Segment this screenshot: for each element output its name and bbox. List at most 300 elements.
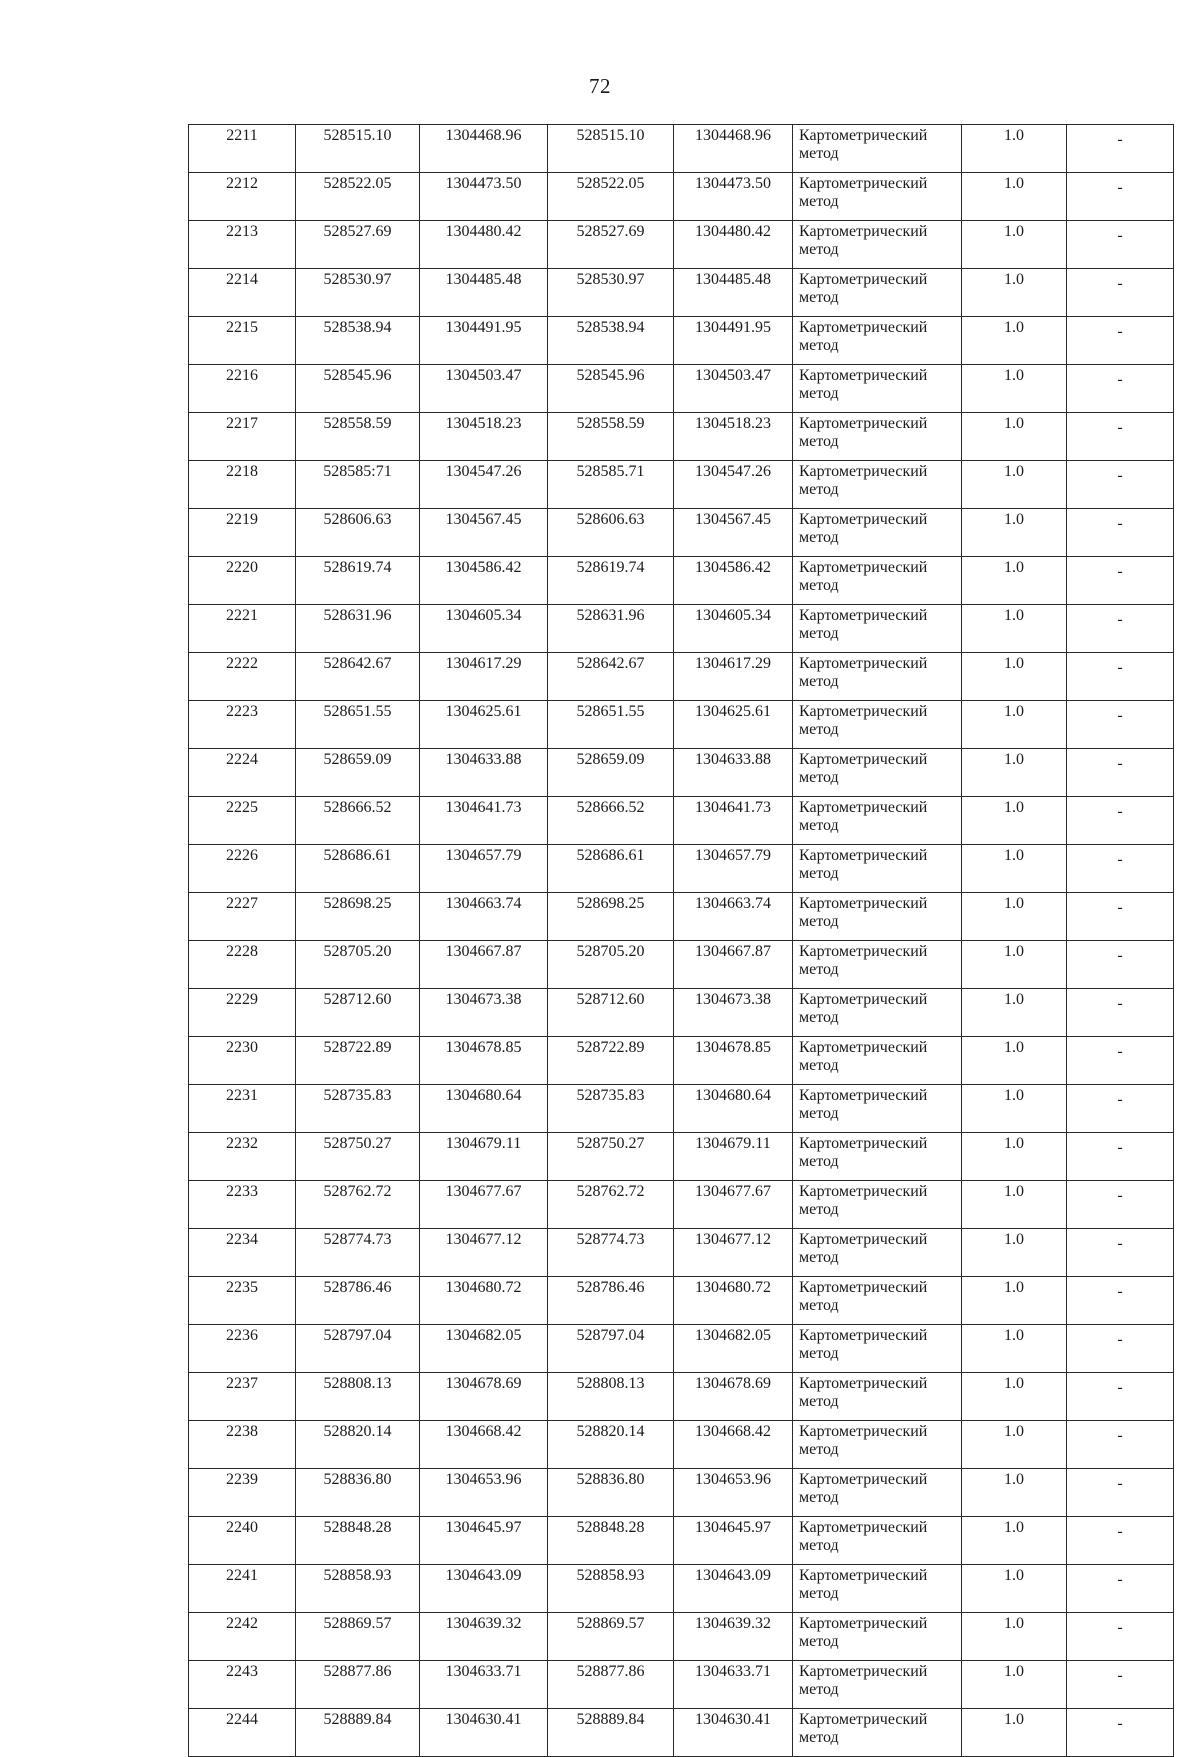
x-specified-cell: 528869.57 — [548, 1613, 674, 1661]
note-cell: - — [1067, 989, 1174, 1037]
x-coordinate-cell: 528848.28 — [296, 1517, 420, 1565]
point-number-cell: 2244 — [189, 1709, 296, 1757]
note-cell: - — [1067, 413, 1174, 461]
accuracy-cell: 1.0 — [962, 413, 1067, 461]
method-text-continued: метод — [799, 1057, 839, 1074]
accuracy-cell: 1.0 — [962, 605, 1067, 653]
note-cell: - — [1067, 1229, 1174, 1277]
y-coordinate-cell: 1304480.42 — [420, 221, 548, 269]
point-number-cell: 2232 — [189, 1133, 296, 1181]
method-text: Картометрический — [799, 415, 928, 432]
x-coordinate-cell: 528705.20 — [296, 941, 420, 989]
y-coordinate-cell: 1304653.96 — [420, 1469, 548, 1517]
method-cell — [793, 1229, 962, 1277]
method-text-continued: метод — [799, 1681, 839, 1698]
method-text-continued: метод — [799, 1585, 839, 1602]
x-coordinate-cell: 528522.05 — [296, 173, 420, 221]
point-number-cell: 2211 — [189, 125, 296, 173]
point-number-cell: 2233 — [189, 1181, 296, 1229]
note-cell: - — [1067, 269, 1174, 317]
y-specified-cell: 1304682.05 — [674, 1325, 793, 1373]
x-specified-cell: 528666.52 — [548, 797, 674, 845]
point-number-cell: 2230 — [189, 1037, 296, 1085]
x-specified-cell: 528698.25 — [548, 893, 674, 941]
method-text: Картометрический — [799, 1087, 928, 1104]
x-specified-cell: 528642.67 — [548, 653, 674, 701]
y-coordinate-cell: 1304667.87 — [420, 941, 548, 989]
accuracy-cell: 1.0 — [962, 989, 1067, 1037]
note-cell: - — [1067, 173, 1174, 221]
method-text: Картометрический — [799, 751, 928, 768]
method-text: Картометрический — [799, 1423, 928, 1440]
method-text-continued: метод — [799, 913, 839, 930]
x-coordinate-cell: 528762.72 — [296, 1181, 420, 1229]
method-cell — [793, 365, 962, 413]
x-coordinate-cell: 528666.52 — [296, 797, 420, 845]
x-coordinate-cell: 528808.13 — [296, 1373, 420, 1421]
note-cell: - — [1067, 221, 1174, 269]
x-coordinate-cell: 528820.14 — [296, 1421, 420, 1469]
y-coordinate-cell: 1304633.88 — [420, 749, 548, 797]
y-specified-cell: 1304605.34 — [674, 605, 793, 653]
y-specified-cell: 1304625.61 — [674, 701, 793, 749]
table-row — [189, 797, 1174, 845]
accuracy-cell: 1.0 — [962, 749, 1067, 797]
table-row — [189, 653, 1174, 701]
table-row — [189, 269, 1174, 317]
accuracy-cell: 1.0 — [962, 125, 1067, 173]
table-row — [189, 845, 1174, 893]
table-row — [189, 1325, 1174, 1373]
x-coordinate-cell: 528750.27 — [296, 1133, 420, 1181]
note-cell: - — [1067, 1277, 1174, 1325]
method-cell — [793, 461, 962, 509]
y-coordinate-cell: 1304673.38 — [420, 989, 548, 1037]
table-row — [189, 317, 1174, 365]
accuracy-cell: 1.0 — [962, 797, 1067, 845]
accuracy-cell: 1.0 — [962, 1517, 1067, 1565]
table-row — [189, 413, 1174, 461]
table-row — [189, 1133, 1174, 1181]
y-specified-cell: 1304677.67 — [674, 1181, 793, 1229]
x-specified-cell: 528858.93 — [548, 1565, 674, 1613]
method-text-continued: метод — [799, 193, 839, 210]
method-text-continued: метод — [799, 1537, 839, 1554]
point-number-cell: 2221 — [189, 605, 296, 653]
method-text: Картометрический — [799, 175, 928, 192]
table-row — [189, 941, 1174, 989]
accuracy-cell: 1.0 — [962, 1181, 1067, 1229]
x-specified-cell: 528786.46 — [548, 1277, 674, 1325]
x-coordinate-cell: 528558.59 — [296, 413, 420, 461]
x-coordinate-cell: 528712.60 — [296, 989, 420, 1037]
point-number-cell: 2223 — [189, 701, 296, 749]
y-specified-cell: 1304633.88 — [674, 749, 793, 797]
method-text-continued: метод — [799, 1249, 839, 1266]
note-cell: - — [1067, 1133, 1174, 1181]
method-cell — [793, 1277, 962, 1325]
accuracy-cell: 1.0 — [962, 221, 1067, 269]
point-number-cell: 2229 — [189, 989, 296, 1037]
y-coordinate-cell: 1304503.47 — [420, 365, 548, 413]
x-coordinate-cell: 528698.25 — [296, 893, 420, 941]
x-coordinate-cell: 528858.93 — [296, 1565, 420, 1613]
y-specified-cell: 1304617.29 — [674, 653, 793, 701]
accuracy-cell: 1.0 — [962, 1037, 1067, 1085]
y-coordinate-cell: 1304617.29 — [420, 653, 548, 701]
point-number-cell: 2214 — [189, 269, 296, 317]
accuracy-cell: 1.0 — [962, 317, 1067, 365]
note-cell: - — [1067, 1085, 1174, 1133]
point-number-cell: 2234 — [189, 1229, 296, 1277]
page-number: 72 — [589, 74, 611, 98]
method-cell — [793, 653, 962, 701]
method-text-continued: метод — [799, 385, 839, 402]
y-specified-cell: 1304473.50 — [674, 173, 793, 221]
method-cell — [793, 749, 962, 797]
x-specified-cell: 528705.20 — [548, 941, 674, 989]
x-coordinate-cell: 528836.80 — [296, 1469, 420, 1517]
y-specified-cell: 1304678.85 — [674, 1037, 793, 1085]
y-coordinate-cell: 1304625.61 — [420, 701, 548, 749]
x-specified-cell: 528797.04 — [548, 1325, 674, 1373]
x-coordinate-cell: 528606.63 — [296, 509, 420, 557]
y-specified-cell: 1304678.69 — [674, 1373, 793, 1421]
method-cell — [793, 1373, 962, 1421]
method-text: Картометрический — [799, 847, 928, 864]
note-cell: - — [1067, 1661, 1174, 1709]
y-coordinate-cell: 1304473.50 — [420, 173, 548, 221]
y-specified-cell: 1304667.87 — [674, 941, 793, 989]
y-specified-cell: 1304468.96 — [674, 125, 793, 173]
method-cell — [793, 509, 962, 557]
point-number-cell: 2235 — [189, 1277, 296, 1325]
y-coordinate-cell: 1304645.97 — [420, 1517, 548, 1565]
method-cell — [793, 173, 962, 221]
y-specified-cell: 1304663.74 — [674, 893, 793, 941]
y-specified-cell: 1304518.23 — [674, 413, 793, 461]
method-text-continued: метод — [799, 1153, 839, 1170]
method-text: Картометрический — [799, 607, 928, 624]
x-coordinate-cell: 528619.74 — [296, 557, 420, 605]
y-specified-cell: 1304567.45 — [674, 509, 793, 557]
y-specified-cell: 1304547.26 — [674, 461, 793, 509]
y-coordinate-cell: 1304680.72 — [420, 1277, 548, 1325]
method-cell — [793, 1181, 962, 1229]
table-row — [189, 605, 1174, 653]
x-specified-cell: 528558.59 — [548, 413, 674, 461]
method-text: Картометрический — [799, 1711, 928, 1728]
x-specified-cell: 528651.55 — [548, 701, 674, 749]
point-number-cell: 2236 — [189, 1325, 296, 1373]
table-row — [189, 1085, 1174, 1133]
note-cell: - — [1067, 461, 1174, 509]
y-specified-cell: 1304680.64 — [674, 1085, 793, 1133]
method-text-continued: метод — [799, 481, 839, 498]
x-specified-cell: 528762.72 — [548, 1181, 674, 1229]
note-cell: - — [1067, 557, 1174, 605]
method-text: Картометрический — [799, 1279, 928, 1296]
point-number-cell: 2241 — [189, 1565, 296, 1613]
accuracy-cell: 1.0 — [962, 701, 1067, 749]
y-coordinate-cell: 1304680.64 — [420, 1085, 548, 1133]
x-specified-cell: 528538.94 — [548, 317, 674, 365]
x-specified-cell: 528774.73 — [548, 1229, 674, 1277]
method-text: Картометрический — [799, 991, 928, 1008]
table-row — [189, 989, 1174, 1037]
note-cell: - — [1067, 1421, 1174, 1469]
accuracy-cell: 1.0 — [962, 1469, 1067, 1517]
point-number-cell: 2217 — [189, 413, 296, 461]
note-cell: - — [1067, 1709, 1174, 1757]
method-text-continued: метод — [799, 1201, 839, 1218]
method-cell — [793, 1709, 962, 1757]
method-text: Картометрический — [799, 799, 928, 816]
method-text-continued: метод — [799, 673, 839, 690]
point-number-cell: 2242 — [189, 1613, 296, 1661]
accuracy-cell: 1.0 — [962, 1565, 1067, 1613]
method-text: Картометрический — [799, 1567, 928, 1584]
x-specified-cell: 528527.69 — [548, 221, 674, 269]
accuracy-cell: 1.0 — [962, 1325, 1067, 1373]
method-text: Картометрический — [799, 655, 928, 672]
x-coordinate-cell: 528722.89 — [296, 1037, 420, 1085]
note-cell: - — [1067, 701, 1174, 749]
accuracy-cell: 1.0 — [962, 461, 1067, 509]
x-specified-cell: 528735.83 — [548, 1085, 674, 1133]
method-text: Картометрический — [799, 1039, 928, 1056]
x-specified-cell: 528515.10 — [548, 125, 674, 173]
accuracy-cell: 1.0 — [962, 1229, 1067, 1277]
y-specified-cell: 1304657.79 — [674, 845, 793, 893]
method-text-continued: метод — [799, 817, 839, 834]
method-cell — [793, 269, 962, 317]
x-coordinate-cell: 528651.55 — [296, 701, 420, 749]
x-coordinate-cell: 528642.67 — [296, 653, 420, 701]
method-text: Картометрический — [799, 1471, 928, 1488]
y-coordinate-cell: 1304668.42 — [420, 1421, 548, 1469]
method-cell — [793, 893, 962, 941]
method-cell — [793, 1133, 962, 1181]
method-cell — [793, 221, 962, 269]
point-number-cell: 2222 — [189, 653, 296, 701]
table-row — [189, 1517, 1174, 1565]
table-row — [189, 1229, 1174, 1277]
method-text-continued: метод — [799, 241, 839, 258]
point-number-cell: 2212 — [189, 173, 296, 221]
x-specified-cell: 528848.28 — [548, 1517, 674, 1565]
x-coordinate-cell: 528538.94 — [296, 317, 420, 365]
y-specified-cell: 1304641.73 — [674, 797, 793, 845]
table-row — [189, 221, 1174, 269]
method-text: Картометрический — [799, 943, 928, 960]
method-text: Картометрический — [799, 895, 928, 912]
method-cell — [793, 1325, 962, 1373]
method-text: Картометрический — [799, 511, 928, 528]
accuracy-cell: 1.0 — [962, 557, 1067, 605]
table-row — [189, 1277, 1174, 1325]
y-coordinate-cell: 1304630.41 — [420, 1709, 548, 1757]
note-cell: - — [1067, 1469, 1174, 1517]
method-text-continued: метод — [799, 1393, 839, 1410]
note-cell: - — [1067, 317, 1174, 365]
method-text: Картометрический — [799, 1375, 928, 1392]
method-text-continued: метод — [799, 1105, 839, 1122]
method-cell — [793, 605, 962, 653]
x-coordinate-cell: 528585:71 — [296, 461, 420, 509]
y-specified-cell: 1304643.09 — [674, 1565, 793, 1613]
point-number-cell: 2231 — [189, 1085, 296, 1133]
x-specified-cell: 528836.80 — [548, 1469, 674, 1517]
x-specified-cell: 528631.96 — [548, 605, 674, 653]
x-coordinate-cell: 528545.96 — [296, 365, 420, 413]
method-cell — [793, 1517, 962, 1565]
coordinates-table — [188, 124, 1174, 1757]
method-text: Картометрический — [799, 1327, 928, 1344]
note-cell: - — [1067, 653, 1174, 701]
method-text: Картометрический — [799, 367, 928, 384]
table-row — [189, 1373, 1174, 1421]
point-number-cell: 2243 — [189, 1661, 296, 1709]
x-coordinate-cell: 528774.73 — [296, 1229, 420, 1277]
note-cell: - — [1067, 125, 1174, 173]
method-cell — [793, 413, 962, 461]
method-cell — [793, 941, 962, 989]
table-row — [189, 125, 1174, 173]
x-coordinate-cell: 528797.04 — [296, 1325, 420, 1373]
method-cell — [793, 1421, 962, 1469]
note-cell: - — [1067, 941, 1174, 989]
y-specified-cell: 1304679.11 — [674, 1133, 793, 1181]
method-text: Картометрический — [799, 1231, 928, 1248]
method-cell — [793, 1565, 962, 1613]
y-coordinate-cell: 1304677.67 — [420, 1181, 548, 1229]
method-text: Картометрический — [799, 1183, 928, 1200]
point-number-cell: 2227 — [189, 893, 296, 941]
method-text: Картометрический — [799, 1663, 928, 1680]
x-coordinate-cell: 528515.10 — [296, 125, 420, 173]
accuracy-cell: 1.0 — [962, 1613, 1067, 1661]
y-specified-cell: 1304668.42 — [674, 1421, 793, 1469]
y-specified-cell: 1304639.32 — [674, 1613, 793, 1661]
note-cell: - — [1067, 749, 1174, 797]
x-coordinate-cell: 528877.86 — [296, 1661, 420, 1709]
table-row — [189, 461, 1174, 509]
x-specified-cell: 528722.89 — [548, 1037, 674, 1085]
point-number-cell: 2238 — [189, 1421, 296, 1469]
accuracy-cell: 1.0 — [962, 1421, 1067, 1469]
y-coordinate-cell: 1304485.48 — [420, 269, 548, 317]
accuracy-cell: 1.0 — [962, 1133, 1067, 1181]
method-text-continued: метод — [799, 1729, 839, 1746]
method-cell — [793, 125, 962, 173]
method-text-continued: метод — [799, 961, 839, 978]
table-row — [189, 749, 1174, 797]
x-specified-cell: 528877.86 — [548, 1661, 674, 1709]
note-cell: - — [1067, 797, 1174, 845]
x-specified-cell: 528889.84 — [548, 1709, 674, 1757]
accuracy-cell: 1.0 — [962, 1277, 1067, 1325]
note-cell: - — [1067, 509, 1174, 557]
y-coordinate-cell: 1304518.23 — [420, 413, 548, 461]
accuracy-cell: 1.0 — [962, 173, 1067, 221]
table-row — [189, 1613, 1174, 1661]
point-number-cell: 2224 — [189, 749, 296, 797]
y-coordinate-cell: 1304678.85 — [420, 1037, 548, 1085]
method-cell — [793, 557, 962, 605]
point-number-cell: 2216 — [189, 365, 296, 413]
method-text-continued: метод — [799, 577, 839, 594]
point-number-cell: 2219 — [189, 509, 296, 557]
y-specified-cell: 1304677.12 — [674, 1229, 793, 1277]
point-number-cell: 2228 — [189, 941, 296, 989]
x-coordinate-cell: 528530.97 — [296, 269, 420, 317]
y-specified-cell: 1304503.47 — [674, 365, 793, 413]
accuracy-cell: 1.0 — [962, 941, 1067, 989]
x-specified-cell: 528530.97 — [548, 269, 674, 317]
note-cell: - — [1067, 1037, 1174, 1085]
x-coordinate-cell: 528631.96 — [296, 605, 420, 653]
method-cell — [793, 1469, 962, 1517]
x-specified-cell: 528686.61 — [548, 845, 674, 893]
y-coordinate-cell: 1304547.26 — [420, 461, 548, 509]
x-specified-cell: 528712.60 — [548, 989, 674, 1037]
y-coordinate-cell: 1304678.69 — [420, 1373, 548, 1421]
point-number-cell: 2240 — [189, 1517, 296, 1565]
table-row — [189, 701, 1174, 749]
table-body — [189, 125, 1174, 1757]
point-number-cell: 2225 — [189, 797, 296, 845]
method-text: Картометрический — [799, 1519, 928, 1536]
x-coordinate-cell: 528735.83 — [296, 1085, 420, 1133]
note-cell: - — [1067, 845, 1174, 893]
method-cell — [793, 1613, 962, 1661]
method-text-continued: метод — [799, 1345, 839, 1362]
note-cell: - — [1067, 1325, 1174, 1373]
x-coordinate-cell: 528527.69 — [296, 221, 420, 269]
x-specified-cell: 528545.96 — [548, 365, 674, 413]
y-coordinate-cell: 1304641.73 — [420, 797, 548, 845]
method-cell — [793, 1661, 962, 1709]
y-coordinate-cell: 1304663.74 — [420, 893, 548, 941]
x-specified-cell: 528659.09 — [548, 749, 674, 797]
method-text-continued: метод — [799, 1441, 839, 1458]
y-coordinate-cell: 1304657.79 — [420, 845, 548, 893]
y-coordinate-cell: 1304639.32 — [420, 1613, 548, 1661]
x-coordinate-cell: 528659.09 — [296, 749, 420, 797]
method-text-continued: метод — [799, 1489, 839, 1506]
accuracy-cell: 1.0 — [962, 269, 1067, 317]
method-cell — [793, 701, 962, 749]
table-row — [189, 1037, 1174, 1085]
method-cell — [793, 989, 962, 1037]
note-cell: - — [1067, 893, 1174, 941]
y-specified-cell: 1304586.42 — [674, 557, 793, 605]
y-coordinate-cell: 1304679.11 — [420, 1133, 548, 1181]
y-specified-cell: 1304680.72 — [674, 1277, 793, 1325]
note-cell: - — [1067, 365, 1174, 413]
y-coordinate-cell: 1304567.45 — [420, 509, 548, 557]
x-specified-cell: 528820.14 — [548, 1421, 674, 1469]
y-coordinate-cell: 1304682.05 — [420, 1325, 548, 1373]
method-text: Картометрический — [799, 559, 928, 576]
method-text-continued: метод — [799, 337, 839, 354]
method-text-continued: метод — [799, 433, 839, 450]
x-coordinate-cell: 528686.61 — [296, 845, 420, 893]
x-coordinate-cell: 528869.57 — [296, 1613, 420, 1661]
x-specified-cell: 528585.71 — [548, 461, 674, 509]
table-row — [189, 557, 1174, 605]
